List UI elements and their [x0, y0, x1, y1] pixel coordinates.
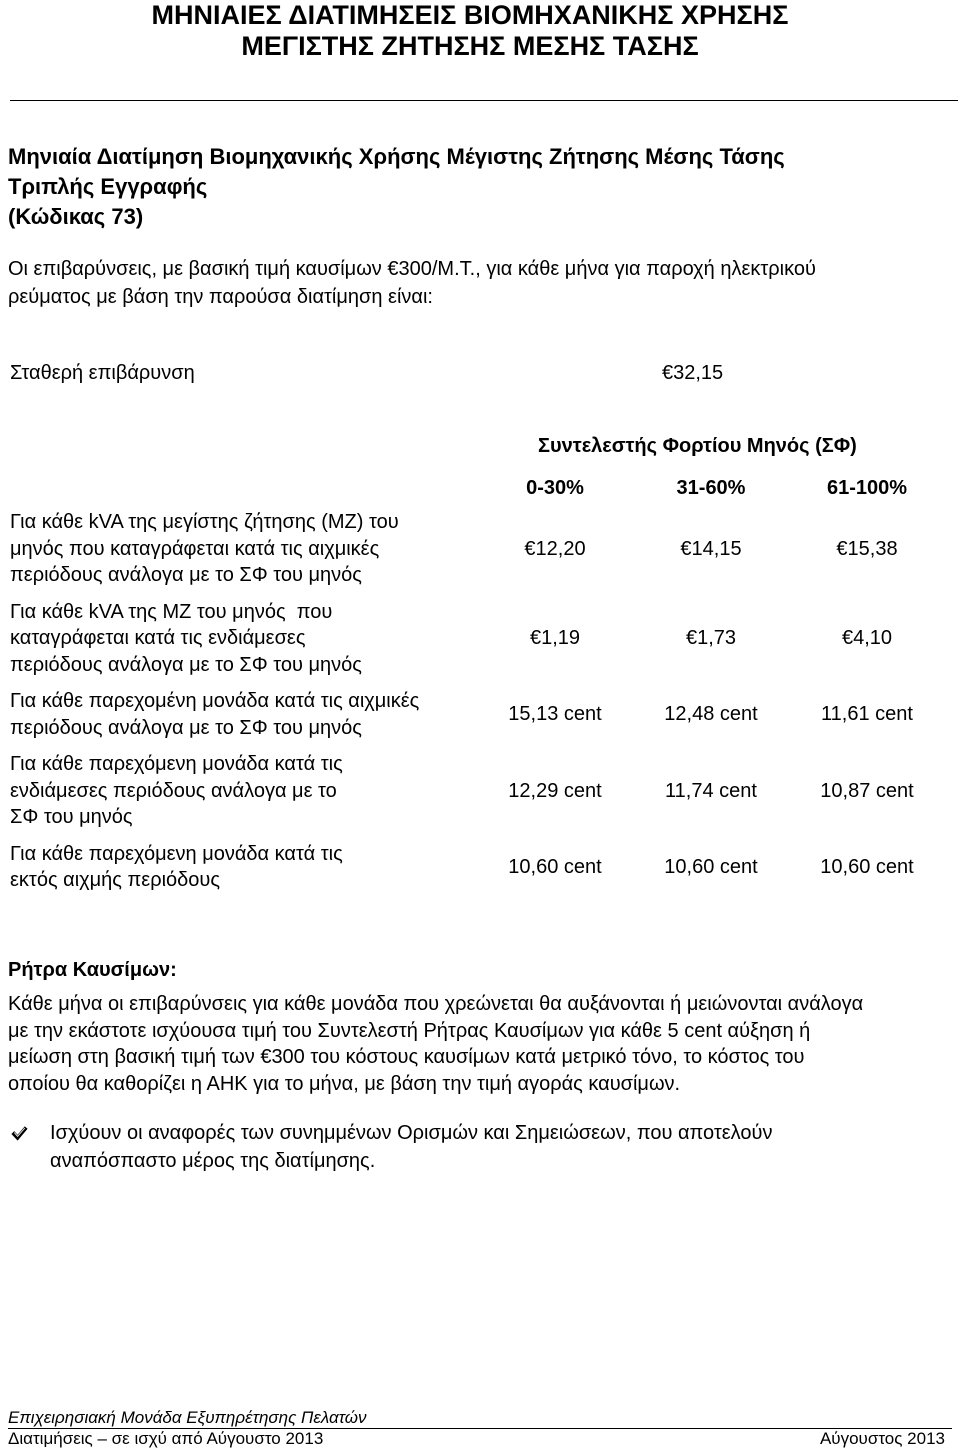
rate-row-label-line: εκτός αιχμής περιόδους [10, 869, 220, 891]
tariff-code: (Κώδικας 73) [8, 204, 144, 229]
rate-value-0-30: €12,20 [524, 537, 586, 560]
note-line: αναπόσπαστο μέρος της διατίμησης. [50, 1150, 376, 1172]
rate-row-values [477, 778, 945, 805]
column-header-31-60: 31-60% [676, 477, 746, 499]
rate-row-label-line: Για κάθε παρεχόμενη μονάδα κατά τις [10, 753, 343, 775]
rate-value-61-100: €15,38 [836, 537, 898, 560]
rate-value-31-60: 11,74 cent [665, 779, 757, 802]
rate-row-label-line: ΣΦ του μηνός [10, 806, 133, 828]
rate-value-31-60: €1,73 [685, 627, 737, 649]
rate-value-31-60: €14,15 [680, 537, 742, 560]
rate-row-label-line: περιόδους ανάλογα με το ΣΦ του μηνός [10, 716, 362, 739]
rate-row-label [0, 599, 477, 679]
rate-row-label [0, 841, 477, 894]
load-factor-header: Συντελεστής Φορτίου Μηνός (ΣΦ) [538, 435, 857, 457]
rate-value-31-60: 10,60 cent [664, 855, 758, 878]
rate-row-label-line: Για κάθε kVA της ΜΖ του μηνός που [10, 600, 333, 623]
rate-row-energy-peak [0, 688, 945, 741]
rate-value-61-100: €4,10 [841, 627, 893, 649]
rate-row-label-line: Για κάθε παρεχόμενη μονάδα κατά τις [10, 842, 343, 865]
rate-row-label [0, 751, 477, 831]
rate-row-label-line: περιόδους ανάλογα με το ΣΦ του μηνός [10, 564, 362, 586]
rate-value-0-30: 10,60 cent [508, 855, 602, 878]
rate-row-label-line: μηνός που καταγράφεται κατά τις αιχμικές [10, 537, 380, 560]
fixed-charge-value: €32,15 [662, 362, 724, 384]
intro-line: Οι επιβαρύνσεις, με βασική τιμή καυσίμων €300/Μ.Τ., για κάθε μήνα για παροχή ηλεκτρικού [8, 258, 816, 280]
rate-row-kva-intermediate [0, 599, 945, 679]
rate-row-label [0, 688, 477, 741]
rate-row-energy-intermediate [0, 751, 945, 831]
document-title-line: ΜΗΝΙΑΙΕΣ ΔΙΑΤΙΜΗΣΕΙΣ ΒΙΟΜΗΧΑΝΙΚΗΣ ΧΡΗΣΗΣ [151, 0, 789, 30]
column-header-0-30: 0-30% [526, 477, 584, 499]
fuel-clause-line: οποίου θα καθορίζει η ΑΗΚ για το μήνα, με βάση την τιμή αγοράς καυσίμων. [8, 1073, 681, 1096]
rate-row-energy-off-peak [0, 841, 945, 894]
rate-row-label-line: καταγράφεται κατά τις ενδιάμεσες [10, 627, 306, 649]
document-title-line: ΜΕΓΙΣΤΗΣ ΖΗΤΗΣΗΣ ΜΕΣΗΣ ΤΑΣΗΣ [241, 31, 699, 61]
footer-unit: Επιχειρησιακή Μονάδα Εξυπηρέτησης Πελατών [8, 1408, 367, 1427]
rate-value-61-100: 10,60 cent [820, 855, 914, 878]
footer-date: Αύγουστος 2013 [819, 1429, 945, 1448]
rate-row-kva-peak [0, 509, 945, 589]
rate-row-label-line: Για κάθε kVA της μεγίστης ζήτησης (ΜΖ) του [10, 511, 399, 533]
footer-effective-note: Διατιμήσεις – σε ισχύ από Αύγουστο 2013 [8, 1429, 324, 1448]
document-title [0, 0, 940, 62]
rate-row-label-line: Για κάθε παρεχομένη μονάδα κατά τις αιχμικές [10, 690, 420, 712]
intro-paragraph [8, 255, 953, 311]
load-factor-columns [477, 475, 945, 501]
header-divider [10, 100, 958, 101]
fuel-clause-title: Ρήτρα Καυσίμων: [8, 959, 177, 981]
rate-value-31-60: 12,48 cent [664, 703, 758, 726]
intro-line: ρεύματος με βάση την παρούσα διατίμηση είναι: [8, 286, 433, 308]
rate-row-label-line: ενδιάμεσες περιόδους ανάλογα με το [10, 779, 337, 802]
fixed-charge-label: Σταθερή επιβάρυνση [10, 362, 195, 384]
rates-table [0, 509, 945, 894]
rate-value-0-30: 15,13 cent [508, 703, 602, 726]
note-line: Ισχύουν οι αναφορές των συνημμένων Ορισμών και Σημειώσεων, που αποτελούν [50, 1122, 773, 1144]
rate-row-values [477, 701, 945, 728]
rate-value-61-100: 11,61 cent [821, 703, 913, 726]
rate-value-0-30: 12,29 cent [508, 779, 602, 802]
column-header-61-100: 61-100% [826, 477, 908, 499]
rate-row-values [477, 536, 945, 563]
tariff-heading-line: Μηνιαία Διατίμηση Βιομηχανικής Χρήσης Μέγιστης Ζήτησης Μέσης Τάσης [8, 144, 785, 169]
fuel-clause-line: με την εκάστοτε ισχύουσα τιμή του Συντελεστή Ρήτρας Καυσίμων για κάθε 5 cent αύξηση ή [8, 1019, 811, 1042]
note-paragraph [50, 1119, 950, 1175]
checkmark-icon-graphic [10, 1124, 29, 1143]
fuel-clause-line: Κάθε μήνα οι επιβαρύνσεις για κάθε μονάδα που χρεώνεται θα αυξάνονται ή μειώνονται ανάλογα [8, 993, 864, 1015]
rate-value-0-30: €1,19 [529, 627, 581, 649]
fuel-clause-paragraph [8, 991, 958, 1098]
tariff-heading [8, 142, 953, 232]
fuel-clause-line: μείωση στη βασική τιμή των €300 του κόστους καυσίμων κατά μετρικό τόνο, το κόστος του [8, 1046, 805, 1069]
rate-row-label [0, 509, 477, 589]
rate-row-values [477, 625, 945, 652]
checkmark-icon [10, 1124, 29, 1143]
rate-row-values [477, 854, 945, 881]
rate-value-61-100: 10,87 cent [820, 779, 914, 802]
tariff-heading-line: Τριπλής Εγγραφής [8, 174, 208, 199]
rate-row-label-line: περιόδους ανάλογα με το ΣΦ του μηνός [10, 653, 362, 676]
